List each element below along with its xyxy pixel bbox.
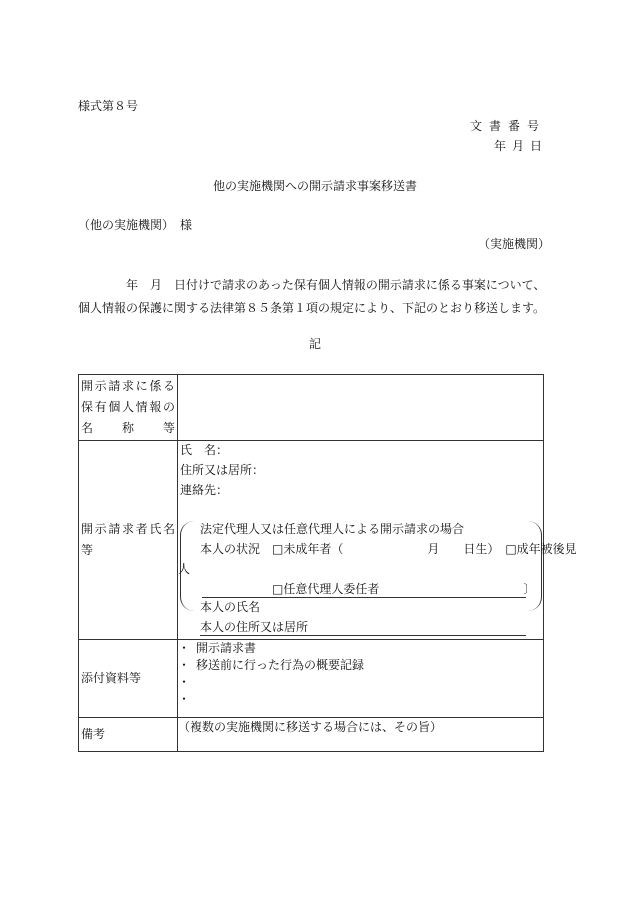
applicant-address-label: 住所又は居所：: [180, 463, 265, 477]
bullet: ・: [178, 692, 191, 706]
label-text: 添付資料等: [81, 671, 142, 685]
label-text: 開示請求者氏名等: [81, 522, 175, 557]
principal-address-label: 本人の住所又は居所: [200, 619, 526, 636]
proxy-delegator-line[interactable]: □任意代理人委任者 〕: [272, 582, 536, 596]
row-label-remarks: [79, 718, 178, 752]
principal-name-underline: [202, 597, 526, 598]
row-label-applicant: [79, 441, 178, 640]
transfer-form-table: [78, 374, 577, 752]
body-text: 年 月 日付けで請求のあった保有個人情報の開示請求に係る事案について、個人情報の保護に関する法律第８５条第１項の規定により、下記のとおり移送します。: [78, 278, 546, 315]
form-number: 様式第８号: [78, 99, 139, 113]
bullet: ・: [178, 641, 191, 655]
label-text: 備考: [81, 727, 106, 741]
ki-heading: 記: [308, 337, 321, 351]
table-row: [79, 640, 544, 718]
attachments-cell: [178, 640, 544, 718]
info-name-field[interactable]: [178, 375, 544, 441]
principal-status-wrap: 人: [178, 562, 191, 576]
applicant-cell: [178, 441, 577, 640]
row-label-info-name: [79, 375, 178, 441]
bullet: ・: [178, 658, 191, 672]
remarks-cell[interactable]: [178, 718, 544, 752]
attachment-text: 移送前に行った行為の概要記録: [196, 658, 365, 672]
list-item: [178, 640, 543, 657]
list-item[interactable]: [178, 674, 543, 691]
document-number-label: 文書番号: [470, 119, 547, 133]
applicant-contact-label: 連絡先：: [180, 483, 229, 497]
remarks-text: （複数の実施機関に移送する場合には、その旨）: [178, 720, 443, 734]
bullet: ・: [178, 675, 191, 689]
document-date-label: 年月日: [494, 139, 549, 153]
table-row: [79, 375, 544, 441]
list-item[interactable]: [178, 691, 543, 708]
table-row: [79, 441, 544, 640]
proxy-header: 法定代理人又は任意代理人による開示請求の場合: [200, 522, 465, 536]
row-label-attachments: [79, 640, 178, 718]
attachment-text: 開示請求書: [196, 641, 257, 655]
applicant-name-label: 氏 名：: [180, 443, 229, 457]
label-text: 開示請求に係る保有個人情報の名称等: [81, 379, 175, 435]
applicant-block: [178, 441, 577, 639]
principal-status-line[interactable]: 本人の状況 □未成年者（ 月 日生） □成年被後見: [200, 542, 577, 556]
page-title: 他の実施機関への開示請求事案移送書: [212, 179, 417, 193]
principal-name-label: 本人の氏名: [200, 600, 261, 614]
addressee: （他の実施機関） 様: [78, 218, 193, 232]
sender-agency: （実施機関）: [477, 237, 550, 251]
table-row: [79, 718, 544, 752]
list-item: [178, 657, 543, 674]
